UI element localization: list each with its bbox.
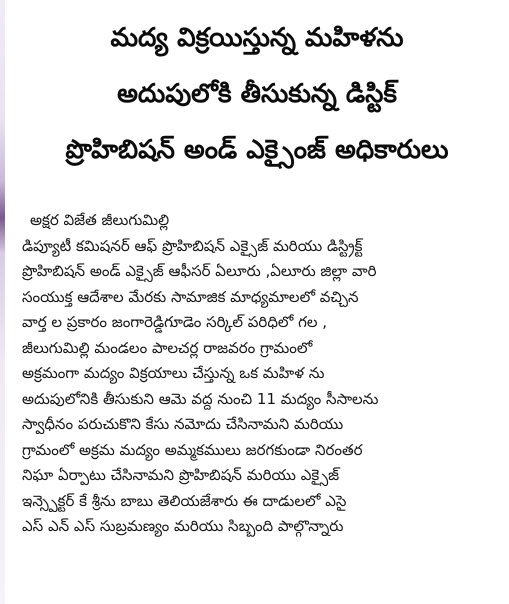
- article-line: ఇన్స్పెక్టర్ కే శ్రీను బాబు తెలియజేశారు ఈ దాడులలో ఎసై: [22, 491, 347, 510]
- headline-line-3: ప్రొహిబిషన్ అండ్ ఎక్సైంజ్ అధికారులు: [65, 135, 449, 165]
- article-byline: అక్షర విజేత జీలుగుమిల్లి: [30, 211, 170, 229]
- page-edge-strip: [0, 0, 5, 604]
- article-line: సంయుక్త ఆదేశాల మేరకు సామాజిక మాధ్యమాలలో వచ్చిన: [22, 287, 359, 306]
- article-line: ఎస్ ఎన్ ఎస్ సుబ్రమణ్యం మరియు సిబ్బంది పాల్గొన్నారు: [22, 517, 344, 535]
- article-line: అక్రమంగా మద్యం విక్రయాలు చేస్తున్న ఒక మహిళ ను: [22, 364, 325, 382]
- headline-line-2: అదుపులోకి తీసుకున్న డిస్టిక్: [117, 79, 397, 109]
- article-line: వార్త ల ప్రకారం జంగారెడ్డిగూడెం సర్కిల్ పరిధిలో గల ,: [22, 313, 328, 331]
- article-line: గ్రామంలో అక్రమ మద్యం అమ్మకములు జరగకుండా నిరంతర: [22, 440, 363, 459]
- article-line: డిప్యూటీ కమిషనర్ ఆఫ్ ప్రొహిబిషన్ ఎక్సైజ్ మరియు డిస్ట్రిక్ట్: [22, 236, 363, 255]
- article-body: [22, 208, 500, 540]
- article-line: స్వాధీనం పరుచుకొని కేసు నమోదు చేసినామని మరియు: [22, 415, 344, 433]
- article-line: ప్రొహిబిషన్ అండ్ ఎక్సైజ్ ఆఫీసర్ ఏలూరు ,ఏలూరు జిల్లా వారి: [22, 262, 377, 280]
- headline: [18, 10, 496, 178]
- article-line: నిఘా ఏర్పాటు చేసినామని ప్రొహిబిషన్ మరియు ఎక్సైజ్: [22, 466, 340, 484]
- article-line: అదుపులోనికి తీసుకుని ఆమె వద్ద నుంచి 11 మద్యం సీసాలను: [22, 389, 379, 408]
- article-line: జీలుగుమిల్లి మండలం పాలచర్ల రాజవరం గ్రామంలో: [22, 338, 313, 357]
- headline-line-1: మద్య విక్రయిస్తున్న మహిళను: [110, 23, 404, 53]
